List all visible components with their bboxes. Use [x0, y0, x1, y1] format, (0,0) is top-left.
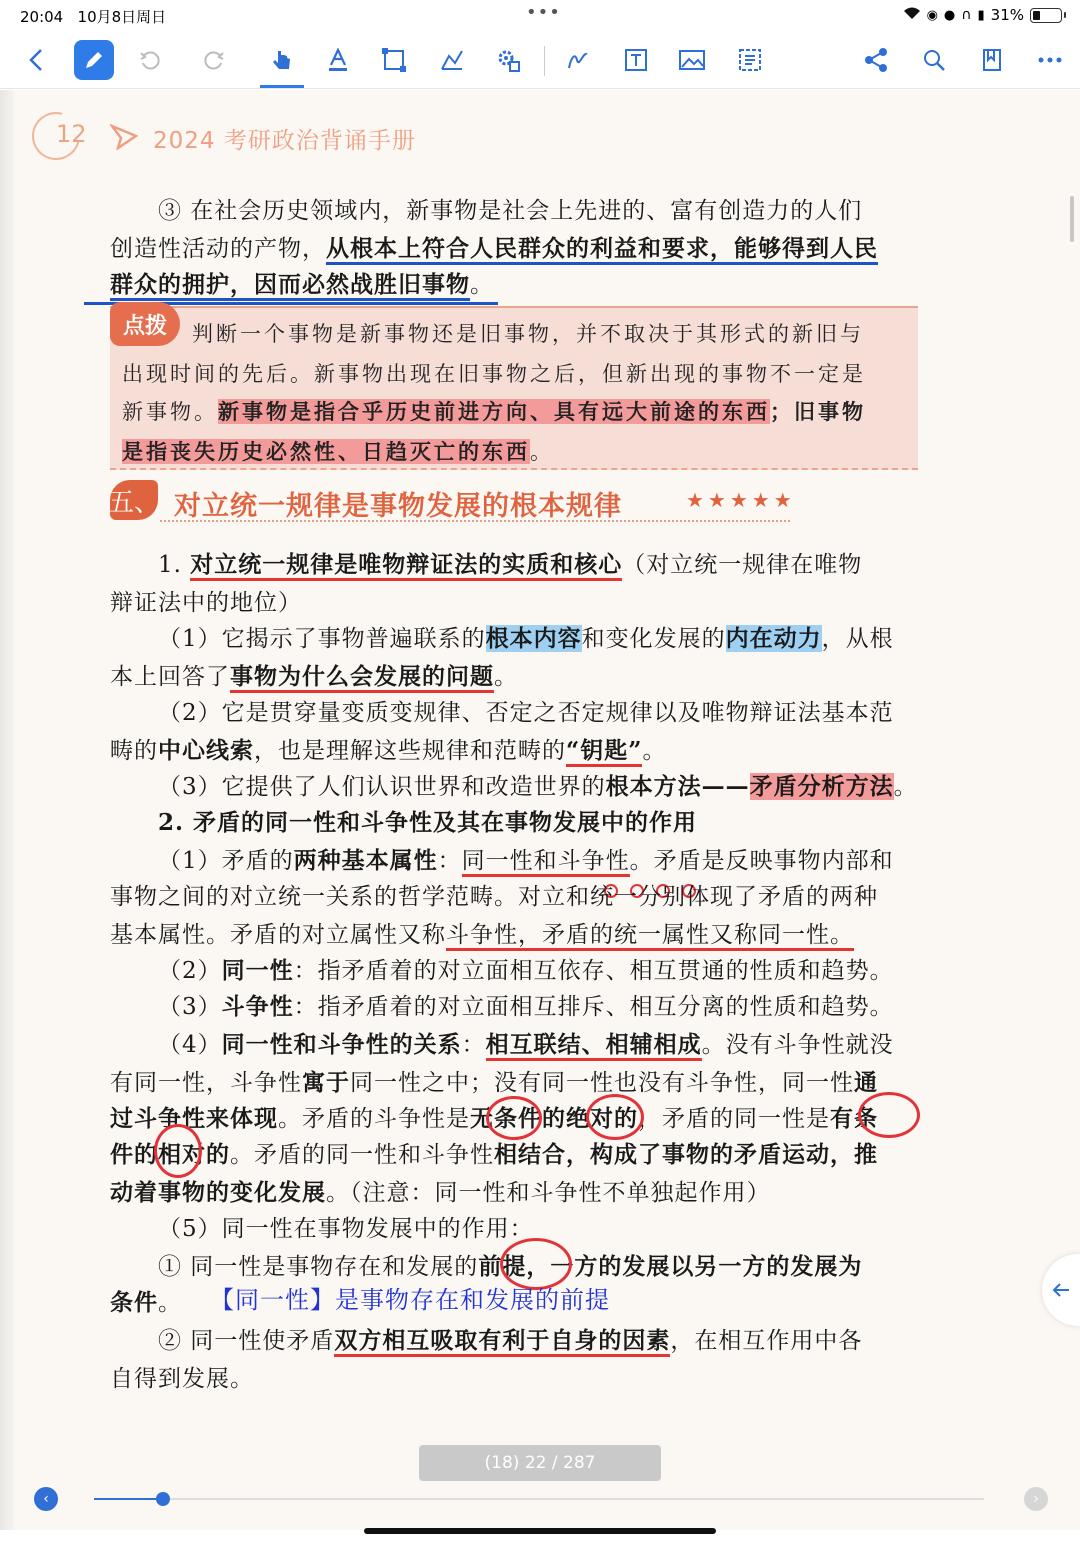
text-line: （4）同一性和斗争性的关系：相互联结、相辅相成。没有斗争性就没 [158, 1026, 894, 1059]
do-not-disturb-icon: ◉ [926, 7, 938, 23]
text-box-icon[interactable] [616, 40, 656, 80]
underlined-phrase: 事物为什么会发展的问题 [230, 663, 494, 693]
status-right [903, 6, 1062, 24]
highlighted-phrase: 矛盾分析方法 [749, 773, 894, 800]
draw-shape-icon[interactable] [432, 40, 472, 80]
text-line: 辩证法中的地位） [110, 590, 302, 616]
battery-icon [1030, 8, 1062, 23]
underlined-phrase: 双方相互吸取有利于自身的因素 [334, 1327, 670, 1357]
text-line: 创造性活动的产物，从根本上符合人民群众的利益和要求，能够得到人民 [110, 230, 878, 263]
underlined-phrase: 从根本上符合人民群众的利益和要求，能够得到人民 [326, 235, 878, 265]
underlined-phrase: 相互联结、相辅相成 [486, 1031, 702, 1061]
section-title: 对立统一规律是事物发展的根本规律 [174, 491, 622, 522]
pen-circle [586, 1094, 644, 1140]
tip-line: 判断一个事物是新事物还是旧事物，并不取决于其形式的新旧与 [192, 322, 864, 346]
active-tool-indicator [260, 85, 304, 88]
underlined-phrase: 同一性和斗争性 [462, 848, 630, 877]
reader-toolbar [0, 34, 1080, 89]
tip-line: 新事物。新事物是指合乎历史前进方向、具有远大前途的东西；旧事物 [122, 399, 866, 424]
pen-circle [858, 1092, 920, 1138]
redo-icon[interactable] [194, 40, 234, 80]
highlighted-phrase: 新事物是指合乎历史前进方向、具有远大前途的东西 [218, 399, 770, 424]
underlined-phrase: 矛盾的统一属性又称同一性。 [542, 922, 854, 951]
text-line: 畴的中心线索，也是理解这些规律和范畴的“钥匙”。 [110, 732, 666, 765]
highlighted-phrase: 是指丧失历史必然性、日趋灭亡的东西 [122, 439, 530, 464]
text-line: （1）它揭示了事物普遍联系的根本内容和变化发展的内在动力，从根 [158, 625, 894, 652]
crop-select-icon[interactable] [374, 40, 414, 80]
image-icon[interactable] [672, 40, 712, 80]
book-title: 2024 考研政治背诵手册 [153, 128, 416, 154]
text-line: ① 同一性是事物存在和发展的前提，一方的发展以另一方的发展为 [158, 1253, 863, 1280]
page-spine [0, 90, 14, 1530]
wifi-icon [903, 6, 921, 24]
text-line: （3）斗争性：指矛盾着的对立面相互排斥、相互分离的性质和趋势。 [158, 993, 894, 1020]
home-indicator [364, 1528, 716, 1534]
text-line: ③ 在社会历史领域内，新事物是社会上先进的、富有创造力的人们 [158, 198, 863, 224]
battery-percent: 31% [990, 6, 1024, 24]
status-time: 20:04 10月8日周日 [20, 8, 167, 26]
previous-page-button[interactable]: ‹ [34, 1487, 58, 1511]
pen-circle [486, 1096, 542, 1140]
text-line: 群众的拥护，因而必然战胜旧事物。 [110, 266, 494, 299]
back-icon[interactable] [16, 40, 56, 80]
page-slider[interactable] [94, 1498, 984, 1500]
text-line: 动着事物的变化发展。（注意：同一性和斗争性不单独起作用） [110, 1179, 771, 1206]
page-indicator: (18) 22 / 287 [419, 1445, 661, 1481]
underlined-phrase: 对立统一规律是唯物辩证法的实质和核心 [190, 551, 622, 581]
text-highlight-icon[interactable] [318, 40, 358, 80]
text-line: 过斗争性来体现。矛盾的斗争性是无条件的绝对的，矛盾的同一性是有条 [110, 1105, 878, 1132]
handwritten-note: 【同一性】是事物存在和发展的前提 [210, 1286, 610, 1314]
undo-icon[interactable] [130, 40, 170, 80]
hand-select-icon[interactable] [262, 40, 302, 80]
paper-plane-icon [110, 124, 138, 150]
section-divider [160, 520, 790, 522]
more-icon[interactable] [1030, 40, 1070, 80]
status-date: 10月8日周日 [77, 8, 167, 26]
pen-circle [154, 1124, 202, 1178]
person-icon: ● [943, 7, 956, 23]
share-icon[interactable] [856, 40, 896, 80]
text-line: （2）同一性：指矛盾着的对立面相互依存、相互贯通的性质和趋势。 [158, 957, 894, 984]
multitask-dots-icon[interactable]: ••• [526, 2, 561, 23]
tip-label: 点拨 [110, 302, 180, 346]
text-line: （2）它是贯穿量变质变规律、否定之否定规律以及唯物辩证法基本范 [158, 700, 894, 726]
text-line: ② 同一性使矛盾双方相互吸取有利于自身的因素，在相互作用中各 [158, 1322, 862, 1355]
highlighted-phrase: 内在动力 [725, 625, 822, 652]
signal-icon: ▮ [977, 7, 985, 23]
text-line: 有同一性，斗争性寓于同一性之中；没有同一性也没有斗争性，同一性通 [110, 1069, 878, 1096]
page-header [28, 108, 628, 158]
headphones-icon: ∩ [961, 7, 972, 23]
scan-text-icon[interactable] [730, 40, 770, 80]
section-badge: 五、 [110, 480, 158, 520]
lasso-icon[interactable] [558, 40, 598, 80]
text-line: 自得到发展。 [110, 1366, 254, 1392]
settings-icon[interactable] [488, 40, 528, 80]
tip-line: 出现时间的先后。新事物出现在旧事物之后，但新出现的事物不一定是 [122, 362, 866, 386]
subheading: 2. 矛盾的同一性和斗争性及其在事物发展中的作用 [158, 809, 698, 836]
search-icon[interactable] [914, 40, 954, 80]
tip-line: 是指丧失历史必然性、日趋灭亡的东西。 [122, 439, 554, 464]
vertical-scrollbar[interactable] [1070, 196, 1074, 242]
page-slider-thumb[interactable] [156, 1492, 170, 1506]
text-line: 条件。 [110, 1289, 182, 1316]
text-line: （5）同一性在事物发展中的作用： [158, 1216, 534, 1242]
underlined-phrase: “钥匙” [566, 737, 642, 767]
document-page[interactable] [0, 90, 1080, 1530]
text-line: 本上回答了事物为什么会发展的问题。 [110, 658, 518, 691]
text-line: （3）它提供了人们认识世界和改造世界的根本方法——矛盾分析方法。 [158, 773, 918, 800]
highlighted-phrase: 根本内容 [485, 625, 582, 652]
text-line: （1）矛盾的两种基本属性：同一性和斗争性。矛盾是反映事物内部和 [158, 842, 894, 875]
underlined-phrase: 斗争性， [446, 922, 542, 951]
text-line: 基本属性。矛盾的对立属性又称斗争性，矛盾的统一属性又称同一性。 [110, 916, 854, 949]
text-line: 1. 对立统一规律是唯物辩证法的实质和核心（对立统一规律在唯物 [158, 546, 862, 579]
underlined-phrase: 群众的拥护，因而必然战胜旧事物 [110, 271, 470, 301]
status-bar [0, 0, 1080, 32]
bottom-bar [0, 1470, 1080, 1546]
pen-icon[interactable] [74, 40, 114, 80]
toolbar-divider [544, 46, 545, 76]
text-line: 事物之间的对立统一关系的哲学范畴。对立和统一分别体现了矛盾的两种 [110, 884, 878, 910]
arrow-left-icon [1052, 1283, 1070, 1297]
next-page-button[interactable]: › [1024, 1487, 1048, 1511]
bookmark-icon[interactable] [972, 40, 1012, 80]
importance-stars: ★★★★★ [686, 488, 796, 512]
text-line: 件的相对的。矛盾的同一性和斗争性相结合，构成了事物的矛盾运动，推 [110, 1141, 878, 1168]
page-number: 12 [56, 120, 87, 148]
